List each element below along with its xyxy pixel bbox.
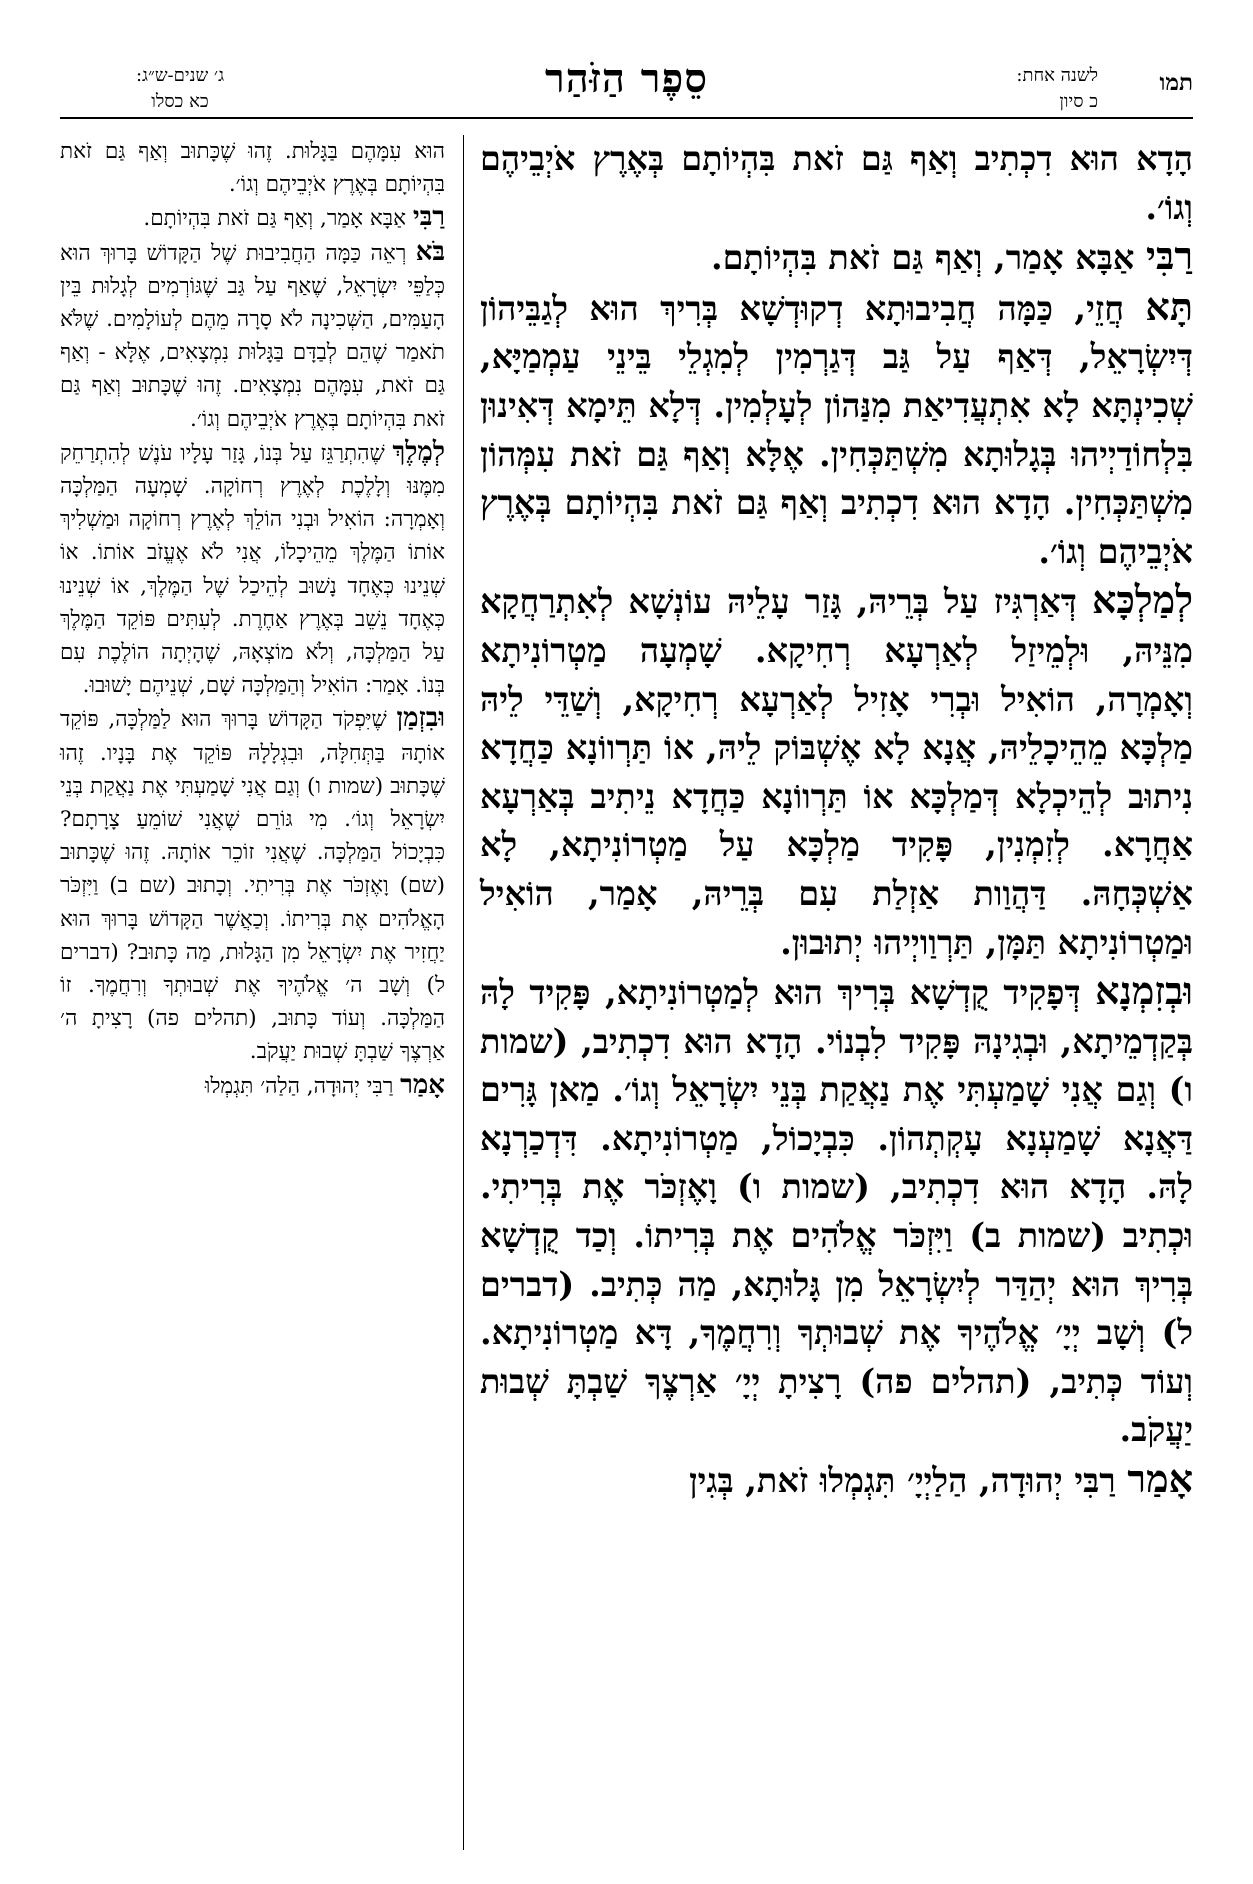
paragraph-lead-word: אָמַר (400, 1069, 445, 1100)
hebrew-paragraph (60, 702, 445, 1068)
aramaic-paragraph (480, 576, 1193, 967)
schedule-one-year-label: לשנה אחת: (1016, 65, 1098, 86)
hebrew-paragraph (60, 236, 445, 436)
page-header (60, 55, 1193, 125)
paragraph-text: רַבִּי יְהוּדָה, הַלַיְיָ׳ תִּגְמְלוּ זֹאת, בְּגִין (689, 1461, 1116, 1501)
hebrew-paragraph (60, 1069, 445, 1103)
paragraph-text: חֲזֵי, כַּמָּה חֲבִיבוּתָא דְקוּדְשָׁא בְּרִיךְ הוּא לְגַבֵּיהוֹן דְּיִשְׂרָאֵל, דְּאַף עַל גַּב דְּגַרְמִין לְמִגְלֵי בֵּינֵי עַמְמַיָּא, שְׁכִינְתָּא לָא אִתְעֲדִיאַת מִנַּהוֹן לְעָלְמִין. דְּלָא תֵּימָא דְּאִינוּן בִּלְחוֹדַיְיהוּ בְּגָלוּתָא מִשְׁתַּכְּחִין. אֶלָּא וְאַף גַּם זֹאת עִמְּהוֹן מִשְׁתַּכְּחִין. הָדָא הוּא דִכְתִיב וְאַף גַּם זֹאת בִּהְיוֹתָם בְּאֶרֶץ אֹיְבֵיהֶם וְגוֹ׳. (480, 288, 1193, 571)
aramaic-column (480, 135, 1193, 1855)
hebrew-paragraph (60, 135, 445, 201)
paragraph-text: אַבָּא אָמַר, וְאַף גַּם זֹאת בִּהְיוֹתָם. (710, 238, 1135, 278)
paragraph-text: שֶׁהִתְרַגֵּז עַל בְּנוֹ, גָּזַר עָלָיו עֹנֶשׁ לְהִתְרַחֵק מִמֶּנּוּ וְלָלֶכֶת לְאֶרֶץ רְחוֹקָה. שָׁמְעָה הַמַּלְכָּה וְאָמְרָה: הוֹאִיל וּבְנִי הוֹלֵךְ לְאֶרֶץ רְחוֹקָה וּמַשְׁלִיךְ אוֹתוֹ הַמֶּלֶךְ מֵהֵיכָלוֹ, אֲנִי לֹא אֶעֱזֹב אוֹתוֹ. אוֹ שְׁנֵינוּ כְּאֶחָד נָשׁוּב לְהֵיכַל שֶׁל הַמֶּלֶךְ, אוֹ שְׁנֵינוּ כְּאֶחָד נֵשֵׁב בְּאֶרֶץ אַחֶרֶת. לְעִתִּים פּוֹקֵד הַמֶּלֶךְ עַל הַמַּלְכָּה, וְלֹא מוֹצְאָהּ, שֶׁהָיְתָה הוֹלֶכֶת עִם בְּנוֹ. אָמַר: הוֹאִיל וְהַמַּלְכָּה שָׁם, שְׁנֵיהֶם יָשׁוּבוּ. (60, 440, 445, 699)
schedule-three-years-date: כא כסלו (151, 91, 209, 112)
paragraph-text: שֶׁיִּפְקֹד הַקָּדוֹשׁ בָּרוּךְ הוּא לַמַּלְכָּה, פּוֹקֵד אוֹתָהּ בַּתְּחִלָּה, וּבִגְלָלָהּ פּוֹקֵד אֶת בָּנָיו. זֶהוּ שֶׁכָּתוּב (שמות ו) וְגַם אֲנִי שָׁמַעְתִּי אֶת נַאֲקַת בְּנֵי יִשְׂרָאֵל וְגוֹ׳. מִי גּוֹרֵם שֶׁאֲנִי שׁוֹמֵעַ צָרָתָם? כִּבְיָכוֹל הַמַּלְכָּה. שֶׁאֲנִי זוֹכֵר אוֹתָהּ. זֶהוּ שֶׁכָּתוּב (שם) וָאֶזְכֹּר אֶת בְּרִיתִי. וְכָתוּב (שם ב) וַיִּזְכֹּר הָאֱלֹהִים אֶת בְּרִיתוֹ. וְכַאֲשֶׁר הַקָּדוֹשׁ בָּרוּךְ הוּא יַחֲזִיר אֶת יִשְׂרָאֵל מִן הַגָּלוּת, מַה כָּתוּב? (דברים ל) וְשָׁב ה׳ אֱלֹהֶיךָ אֶת שְׁבוּתְךָ וְרִחֲמֶךָ. זוֹ הַמַּלְכָּה. וְעוֹד כָּתוּב, (תהלים פה) רָצִיתָ ה׳ אַרְצֶךָ שַׁבְתָּ שְׁבוּת יַעֲקֹב. (60, 707, 445, 1065)
header-rule (60, 117, 1193, 119)
aramaic-paragraph (480, 967, 1193, 1455)
book-title: סֵפֶר הַזֹּהַר (545, 55, 708, 102)
schedule-one-year-date: כ סיון (1059, 91, 1098, 112)
paragraph-lead-word: רַבִּי (412, 202, 445, 233)
aramaic-paragraph (480, 1455, 1193, 1506)
paragraph-text: הוּא עִמָּהֶם בַּגָּלוּת. זֶהוּ שֶׁכָּתוּב וְאַף גַּם זֹאת בִּהְיוֹתָם בְּאֶרֶץ אֹיְבֵיהֶם וְגוֹ׳. (60, 139, 445, 198)
paragraph-lead-word: לְמֶלֶךְ (392, 436, 445, 467)
paragraph-lead-word: וּבְזִמְנָא (1095, 968, 1193, 1014)
aramaic-paragraph (480, 283, 1193, 577)
hebrew-paragraph (60, 201, 445, 235)
aramaic-paragraph (480, 232, 1193, 283)
paragraph-text: הָדָא הוּא דִכְתִיב וְאַף גַּם זֹאת בִּהְיוֹתָם בְּאֶרֶץ אֹיְבֵיהֶם וְגוֹ׳. (480, 139, 1193, 227)
schedule-three-years-label: ג׳ שנים-ש״ג: (135, 65, 225, 86)
paragraph-text: אַבָּא אָמַר, וְאַף גַּם זֹאת בִּהְיוֹתָם. (143, 206, 407, 232)
schedule-three-years (60, 63, 300, 115)
paragraph-lead-word: אָמַר (1127, 1456, 1193, 1502)
page-number: תמו (1159, 69, 1193, 96)
column-divider (463, 135, 464, 1850)
hebrew-paragraph (60, 436, 445, 703)
paragraph-text: רַבִּי יְהוּדָה, הַלַה׳ תִּגְמְלוּ (204, 1073, 394, 1099)
paragraph-lead-word: בֹּא (415, 236, 445, 267)
hebrew-translation-column (60, 135, 445, 1855)
paragraph-text: רְאֵה כַּמָּה הַחֲבִיבוּת שֶׁל הַקָּדוֹשׁ בָּרוּךְ הוּא כְּלַפֵּי יִשְׂרָאֵל, שֶׁאַף עַל גַּב שֶׁגּוֹרְמִים לְגָלוּת בֵּין הָעַמִּים, הַשְּׁכִינָה לֹא סָרָה מֵהֶם לְעוֹלָמִים. שֶׁלֹּא תֹאמַר שֶׁהֵם לְבַדָּם בַּגָּלוּת נִמְצָאִים, אֶלָּא - וְאַף גַּם זֹאת, עִמָּהֶם נִמְצָאִים. זֶהוּ שֶׁכָּתוּב וְאַף גַּם זֹאת בִּהְיוֹתָם בְּאֶרֶץ אֹיְבֵיהֶם וְגוֹ׳. (60, 240, 445, 432)
page (60, 55, 1193, 1855)
paragraph-lead-word: וּבִזְמַן (396, 703, 445, 734)
paragraph-lead-word: לְמַלְכָּא (1091, 577, 1193, 623)
paragraph-lead-word: רַבִּי (1146, 233, 1193, 279)
aramaic-paragraph (480, 135, 1193, 232)
paragraph-lead-word: תָּא (1145, 283, 1193, 329)
paragraph-text: דְּפָקִיד קֻדְשָׁא בְּרִיךְ הוּא לְמַטְרוֹנִיתָא, פָּקִיד לָהּ בְּקַדְמֵיתָא, וּבְגִינָהּ פָּקִיד לִבְנוֹי. הָדָא הוּא דִכְתִיב, (שמות ו) וְגַם אֲנִי שָׁמַעְתִּי אֶת נַאֲקַת בְּנֵי יִשְׂרָאֵל וְגוֹ׳. מַאן גָּרִים דַּאֲנָא שָׁמַעְנָא עָקְתְהוֹן. כִּבְיָכוֹל, מַטְרוֹנִיתָא. דִּדְכַרְנָא לָהּ. הָדָא הוּא דִכְתִיב, (שמות ו) וָאֶזְכֹּר אֶת בְּרִיתִי. וּכְתִיב (שמות ב) וַיִּזְכֹּר אֱלֹהִים אֶת בְּרִיתוֹ. וְכַד קֻדְשָׁא בְּרִיךְ הוּא יְהַדַּר לְיִשְׂרָאֵל מִן גָּלוּתָא, מַה כְּתִיב. (דברים ל) וְשָׁב יְיָ׳ אֱלֹהֶיךָ אֶת שְׁבוּתְךָ וְרִחֲמֶךָ, דָּא מַטְרוֹנִיתָא. וְעוֹד כְּתִיב, (תהלים פה) רָצִיתָ יְיָ׳ אַרְצֶךָ שַׁבְתָּ שְׁבוּת יַעֲקֹב. (480, 973, 1193, 1450)
paragraph-text: דְּאַרְגִּיז עַל בְּרֵיהּ, גָּזַר עָלֵיהּ עוֹנְשָׁא לְאִתְרַחֲקָא מִנֵּיהּ, וּלְמֵיזַל לְאַרְעָא רְחִיקָא. שָׁמְעָה מַטְרוֹנִיתָא וְאָמְרָה, הוֹאִיל וּבְרִי אָזִיל לְאַרְעָא רְחִיקָא, וְשַׁדֵּי לֵיהּ מַלְכָּא מֵהֵיכָלֵיהּ, אֲנָא לָא אֶשְׁבּוֹק לֵיהּ, אוֹ תַּרְווֹנָא כַּחֲדָא נִיתוּב לְהֵיכְלָא דְּמַלְכָּא אוֹ תַּרְווֹנָא כַּחֲדָא נֵיתִיב בְּאַרְעָא אַחֲרָא. לְזִמְנִין, פָּקִיד מַלְכָּא עַל מַטְרוֹנִיתָא, לָא אַשְׁכְּחָהּ. דַּהֲוַות אַזְלַת עִם בְּרֵיהּ, אָמַר, הוֹאִיל וּמַטְרוֹנִיתָא תַּמָּן, תַּרְוַויְיהוּ יְתוּבוּן. (480, 582, 1193, 962)
